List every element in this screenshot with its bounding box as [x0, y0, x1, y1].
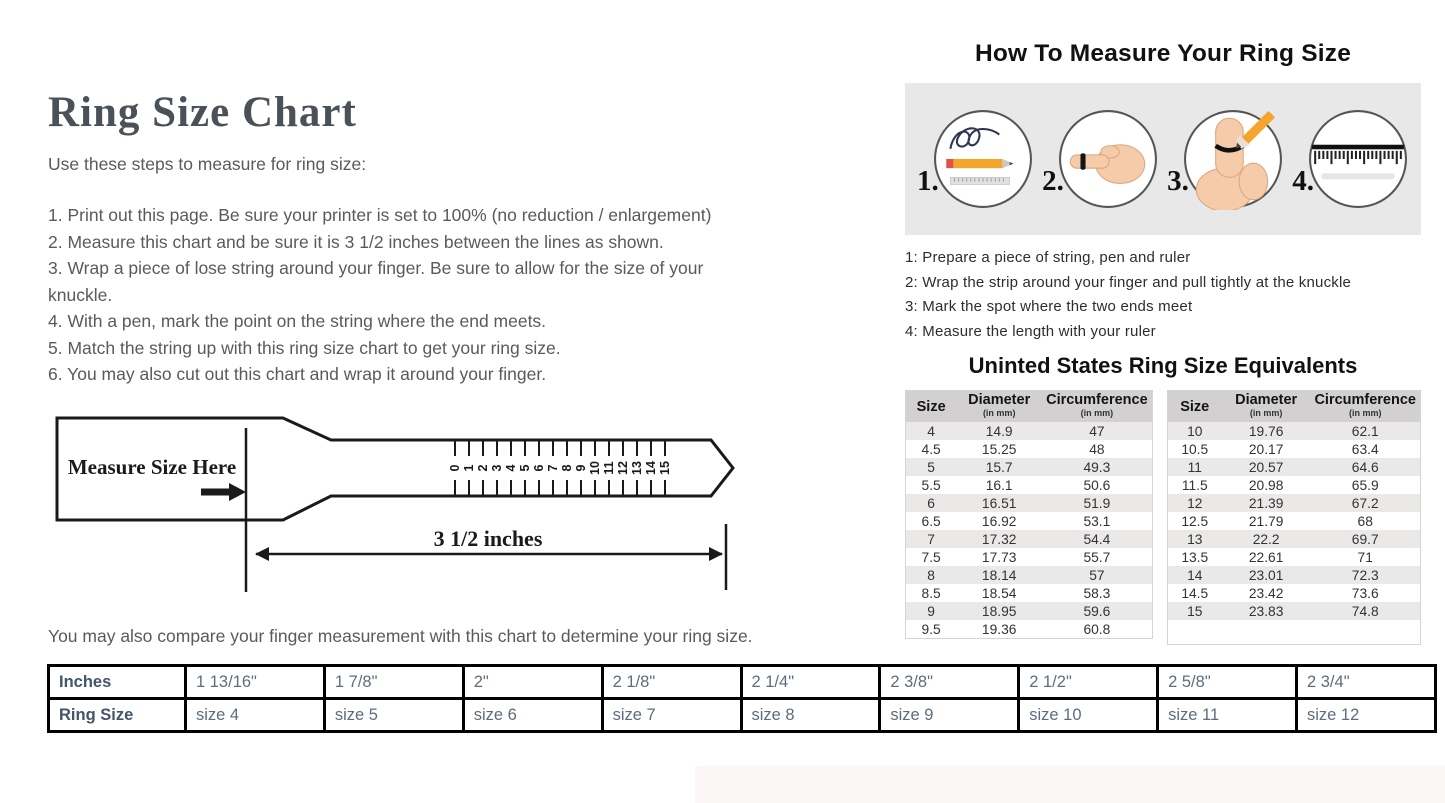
table-cell: 65.9 — [1351, 477, 1379, 493]
table-cell: 71 — [1357, 549, 1373, 565]
ring-size-row — [49, 699, 1436, 732]
empty-table-row — [1167, 620, 1420, 644]
table-row — [1167, 584, 1420, 602]
table-cell: 53.1 — [1083, 513, 1111, 529]
column-header-size: Size — [1167, 391, 1222, 423]
inches-cell: 2 1/8" — [602, 666, 741, 699]
table-cell: 59.6 — [1083, 603, 1111, 619]
step-item: 6. You may also cut out this chart and wrap it around your finger. — [48, 364, 547, 384]
howto-heading: How To Measure Your Ring Size — [974, 40, 1352, 67]
table-cell: 7.5 — [921, 549, 941, 565]
table-cell: 74.8 — [1351, 603, 1379, 619]
intro-text: Use these steps to measure for ring size: — [48, 154, 367, 174]
ring-sizer-diagram — [55, 416, 745, 596]
table-cell: 14.9 — [985, 423, 1013, 439]
column-header-size: Size — [906, 391, 957, 423]
table-cell: 64.6 — [1351, 459, 1379, 475]
size-table-right — [1167, 390, 1421, 645]
table-cell: 22.2 — [1252, 531, 1280, 547]
table-cell: 23.42 — [1248, 585, 1284, 601]
ring-size-cell: size 8 — [741, 699, 880, 732]
table-cell: 60.8 — [1083, 621, 1111, 637]
column-header-circumference: Circumference (in mm) — [1042, 391, 1152, 423]
page-title: Ring Size Chart — [48, 89, 357, 136]
tick-label: 8 — [560, 464, 574, 472]
table-cell: 5.5 — [921, 477, 941, 493]
table-row — [1167, 476, 1420, 494]
table-row — [906, 620, 1153, 639]
table-cell: 19.76 — [1248, 423, 1284, 439]
table-cell: 10 — [1187, 423, 1203, 439]
table-cell: 51.9 — [1083, 495, 1111, 511]
ring-size-cell: size 7 — [602, 699, 741, 732]
size-table-left — [905, 390, 1153, 639]
table-cell: 63.4 — [1351, 441, 1379, 457]
string-pen-ruler-icon — [932, 108, 1034, 210]
step-number: 1. — [917, 165, 939, 197]
tick-label: 4 — [504, 464, 518, 472]
dimension-arrow-right — [709, 547, 723, 561]
ruler-icon — [1307, 108, 1409, 210]
inches-cell: 2 1/2" — [1019, 666, 1158, 699]
table-cell: 21.39 — [1248, 495, 1284, 511]
table-row — [1167, 548, 1420, 566]
inches-cell: 2 5/8" — [1158, 666, 1297, 699]
inches-cell: 2 3/8" — [880, 666, 1019, 699]
table-row — [906, 476, 1153, 494]
tick-label: 15 — [658, 461, 672, 475]
step-item: 2: Wrap the strip around your finger and pull tightly at the knuckle — [905, 273, 1352, 291]
ring-size-row-label: Ring Size — [49, 699, 186, 732]
table-cell: 9 — [927, 603, 935, 619]
table-row — [906, 566, 1153, 584]
table-cell: 62.1 — [1351, 423, 1379, 439]
step-item: 3: Mark the spot where the two ends meet — [905, 298, 1193, 315]
table-cell: 73.6 — [1351, 585, 1379, 601]
inches-row-label: Inches — [49, 666, 186, 699]
table-row — [1167, 440, 1420, 458]
table-cell: 20.17 — [1248, 441, 1284, 457]
step-item: 1. Print out this page. Be sure your printer is set to 100% (no reduction / enlargement) — [48, 205, 712, 225]
table-cell: 8.5 — [921, 585, 941, 601]
table-cell: 57 — [1089, 567, 1105, 583]
unit-label: (in mm) — [982, 408, 1016, 418]
tick-label: 10 — [588, 461, 602, 475]
inches-cell: 2 3/4" — [1297, 666, 1436, 699]
table-cell: 58.3 — [1083, 585, 1111, 601]
table-row — [1167, 530, 1420, 548]
table-cell: 14 — [1187, 567, 1203, 583]
conversion-table — [47, 664, 1437, 733]
table-cell: 20.57 — [1248, 459, 1284, 475]
ring-size-cell: size 10 — [1019, 699, 1158, 732]
tick-label: 7 — [546, 464, 560, 472]
table-cell: 55.7 — [1083, 549, 1111, 565]
table-row — [1167, 422, 1420, 440]
measure-size-here-label: Measure Size Here — [67, 455, 237, 479]
finger-string-icon — [1057, 108, 1159, 210]
table-cell: 23.01 — [1248, 567, 1284, 583]
tick-label: 11 — [602, 461, 616, 475]
ring-size-cell: size 11 — [1158, 699, 1297, 732]
table-row — [906, 458, 1153, 476]
step-item: 5. Match the string up with this ring size chart to get your ring size. — [48, 337, 561, 358]
table-cell: 14.5 — [1181, 585, 1209, 601]
tick-label: 6 — [532, 464, 546, 472]
table-cell: 20.98 — [1248, 477, 1284, 493]
inches-cell: 2 1/4" — [741, 666, 880, 699]
table-row — [906, 548, 1153, 566]
table-row — [1167, 494, 1420, 512]
howto-figure-1 — [917, 108, 1034, 210]
table-cell: 4.5 — [921, 441, 941, 457]
table-cell: 69.7 — [1351, 531, 1379, 547]
tick-label: 14 — [644, 461, 658, 475]
table-cell: 48 — [1089, 441, 1105, 457]
table-cell: 15 — [1187, 603, 1203, 619]
measure-steps-list — [48, 202, 772, 388]
inches-cell: 2" — [463, 666, 602, 699]
table-row — [1167, 602, 1420, 620]
table-row — [906, 440, 1153, 458]
tick-label: 5 — [518, 464, 532, 472]
table-cell: 68 — [1357, 513, 1373, 529]
right-column — [905, 40, 1421, 645]
table-cell: 18.14 — [981, 567, 1017, 583]
equivalents-tables — [905, 390, 1421, 645]
table-cell: 23.83 — [1248, 603, 1284, 619]
table-cell: 22.61 — [1248, 549, 1284, 565]
inches-cell: 1 7/8" — [324, 666, 463, 699]
tick-label: 3 — [490, 464, 504, 472]
unit-label: (in mm) — [1348, 408, 1382, 418]
step-item: 3. Wrap a piece of lose string around your finger. Be sure to allow for the size of your knuckle. — [48, 258, 704, 305]
table-cell: 13 — [1187, 531, 1203, 547]
step-item: 2. Measure this chart and be sure it is 3 1/2 inches between the lines as shown. — [48, 231, 664, 252]
table-cell: 8 — [927, 567, 935, 583]
table-header-row — [906, 391, 1153, 423]
table-cell: 13.5 — [1181, 549, 1209, 565]
howto-illustration-panel — [905, 83, 1421, 235]
tick-label: 9 — [574, 464, 588, 472]
table-cell: 21.79 — [1248, 513, 1284, 529]
table-cell: 12 — [1187, 495, 1203, 511]
table-row — [906, 422, 1153, 440]
inches-cell: 1 13/16" — [186, 666, 325, 699]
equivalents-heading: Uninted States Ring Size Equivalents — [968, 353, 1358, 378]
table-cell: 9.5 — [921, 621, 941, 637]
table-cell: 16.1 — [985, 477, 1013, 493]
table-cell: 6.5 — [921, 513, 941, 529]
table-row — [906, 584, 1153, 602]
step-number: 4. — [1292, 165, 1314, 197]
table-cell: 5 — [927, 459, 935, 475]
dimension-arrow-left — [255, 547, 269, 561]
howto-figure-2 — [1042, 108, 1159, 210]
table-row — [906, 530, 1153, 548]
ring-size-cell: size 12 — [1297, 699, 1436, 732]
table-cell: 6 — [927, 495, 935, 511]
table-cell: 7 — [927, 531, 935, 547]
table-cell: 50.6 — [1083, 477, 1111, 493]
table-cell: 16.51 — [981, 495, 1017, 511]
step-number: 3. — [1167, 165, 1189, 197]
howto-figure-3 — [1167, 108, 1284, 210]
tick-label: 12 — [616, 461, 630, 475]
table-row — [906, 494, 1153, 512]
table-row — [1167, 512, 1420, 530]
dimension-label: 3 1/2 inches — [433, 526, 543, 551]
table-cell: 72.3 — [1351, 567, 1379, 583]
table-cell: 17.32 — [981, 531, 1017, 547]
table-row — [906, 512, 1153, 530]
table-row — [1167, 566, 1420, 584]
ring-size-cell: size 6 — [463, 699, 602, 732]
tick-label: 2 — [476, 464, 490, 472]
tick-label: 1 — [462, 464, 476, 472]
table-cell: 4 — [927, 423, 935, 439]
table-row — [906, 602, 1153, 620]
unit-label: (in mm) — [1249, 408, 1283, 418]
step-item: 4. With a pen, mark the point on the string where the end meets. — [48, 311, 547, 331]
table-cell: 10.5 — [1181, 441, 1209, 457]
step-item: 4: Measure the length with your ruler — [905, 322, 1156, 340]
table-cell: 16.92 — [981, 513, 1017, 529]
step-item: 1: Prepare a piece of string, pen and ruler — [905, 249, 1191, 266]
column-header-circumference: Circumference (in mm) — [1310, 391, 1420, 423]
table-cell: 19.36 — [981, 621, 1017, 637]
table-cell: 47 — [1089, 423, 1105, 439]
howto-figure-4 — [1292, 108, 1409, 210]
table-cell: 54.4 — [1083, 531, 1111, 547]
table-cell: 15.25 — [981, 441, 1017, 457]
table-cell: 11 — [1187, 459, 1202, 475]
background-tint — [695, 766, 1445, 803]
tick-label: 0 — [448, 464, 462, 472]
compare-note: You may also compare your finger measurement with this chart to determine your ring size. — [48, 626, 753, 646]
step-number: 2. — [1042, 165, 1064, 197]
ring-size-cell: size 4 — [186, 699, 325, 732]
table-cell: 17.73 — [981, 549, 1017, 565]
table-cell: 12.5 — [1181, 513, 1209, 529]
column-header-diameter: Diameter (in mm) — [1222, 391, 1311, 423]
table-header-row — [1167, 391, 1420, 423]
ring-size-cell: size 5 — [324, 699, 463, 732]
howto-steps-list — [905, 246, 1421, 344]
left-column — [48, 88, 772, 388]
table-cell: 11.5 — [1181, 477, 1208, 493]
column-header-diameter: Diameter (in mm) — [956, 391, 1042, 423]
table-cell: 15.7 — [985, 459, 1013, 475]
inches-row — [49, 666, 1436, 699]
table-cell: 18.54 — [981, 585, 1017, 601]
mark-knuckle-icon — [1182, 108, 1284, 210]
tick-label: 13 — [630, 461, 644, 475]
ring-size-cell: size 9 — [880, 699, 1019, 732]
unit-label: (in mm) — [1080, 408, 1114, 418]
table-cell: 49.3 — [1083, 459, 1111, 475]
table-cell: 67.2 — [1351, 495, 1379, 511]
table-cell: 18.95 — [981, 603, 1017, 619]
table-row — [1167, 458, 1420, 476]
